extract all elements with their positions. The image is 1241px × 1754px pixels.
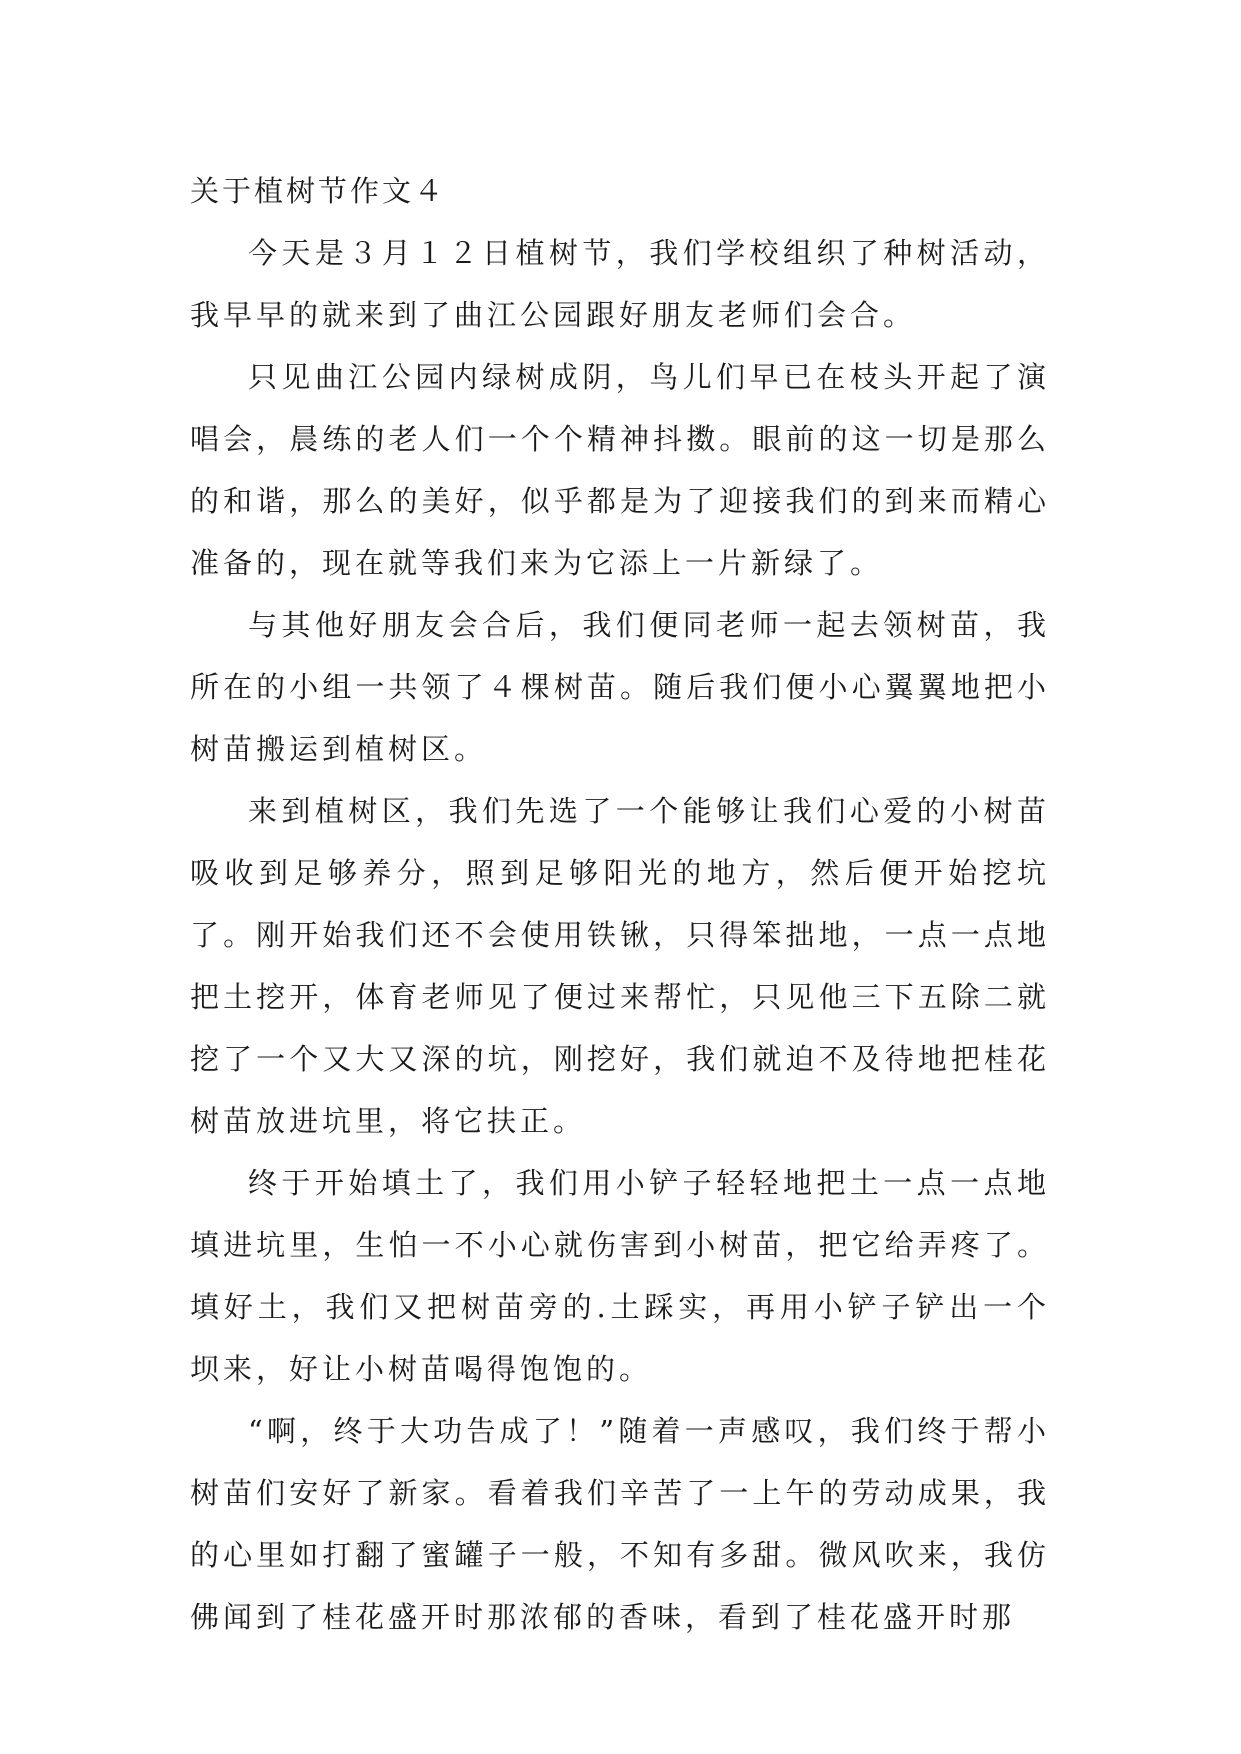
document-body — [190, 160, 1050, 1648]
paragraph-3: 与其他好朋友会合后，我们便同老师一起去领树苗，我所在的小组一共领了４棵树苗。随后我们便小心翼翼地把小树苗搬运到植树区。 — [190, 608, 1050, 766]
paragraph-2: 只见曲江公园内绿树成阴，鸟儿们早已在枝头开起了演唱会，晨练的老人们一个个精神抖擞。眼前的这一切是那么的和谐，那么的美好，似乎都是为了迎接我们的到来而精心准备的，现在就等我们来为它添上一片新绿了。 — [190, 360, 1050, 580]
paragraph-5: 终于开始填土了，我们用小铲子轻轻地把土一点一点地填进坑里，生怕一不小心就伤害到小树苗，把它给弄疼了。填好土，我们又把树苗旁的.土踩实，再用小铲子铲出一个坝来，好让小树苗喝得饱饱的。 — [190, 1166, 1050, 1386]
paragraph-1: 今天是３月１２日植树节，我们学校组织了种树活动，我早早的就来到了曲江公园跟好朋友老师们会合。 — [190, 236, 1050, 332]
document-title: 关于植树节作文４ — [190, 174, 447, 208]
paragraph-4: 来到植树区，我们先选了一个能够让我们心爱的小树苗吸收到足够养分，照到足够阳光的地方，然后便开始挖坑了。刚开始我们还不会使用铁锹，只得笨拙地，一点一点地把土挖开，体育老师见了便过来帮忙，只见他三下五除二就挖了一个又大又深的坑，刚挖好，我们就迫不及待地把桂花树苗放进坑里，将它扶正。 — [190, 794, 1050, 1138]
paragraph-6: “啊，终于大功告成了！”随着一声感叹，我们终于帮小树苗们安好了新家。看着我们辛苦了一上午的劳动成果，我的心里如打翻了蜜罐子一般，不知有多甜。微风吹来，我仿佛闻到了桂花盛开时那浓郁的香味，看到了桂花盛开时那 — [190, 1414, 1050, 1634]
